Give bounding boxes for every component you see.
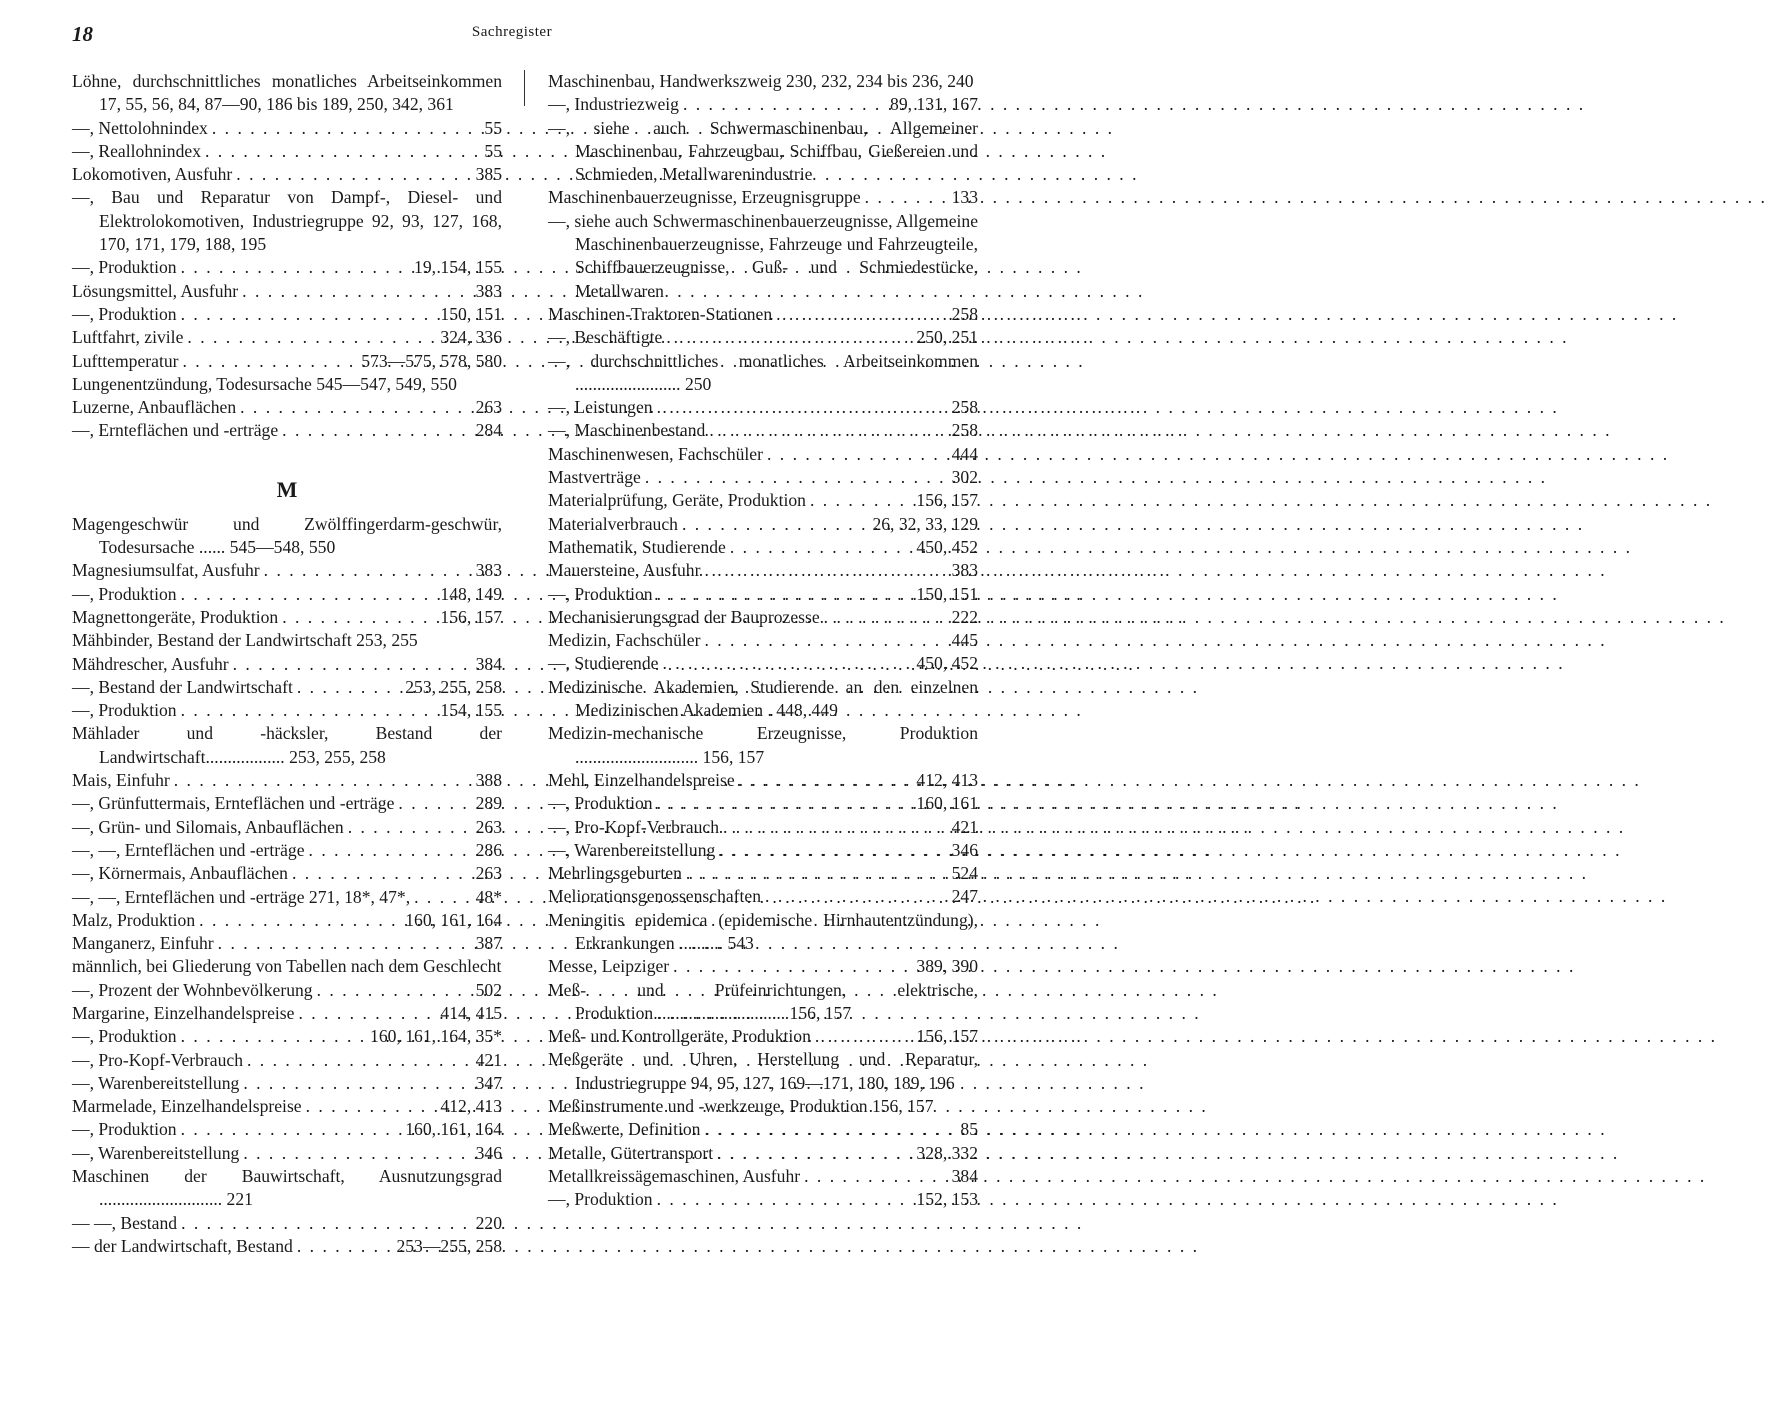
index-entry — [548, 186, 978, 209]
index-entry: Lungenentzündung, Todesursache 545—547, 549, 550 — [72, 373, 457, 394]
index-entry — [72, 1002, 502, 1025]
page-references: 48* — [475, 886, 502, 907]
leader-dots — [181, 583, 437, 606]
index-entry — [548, 326, 978, 349]
leader-dots — [704, 559, 947, 582]
index-entry — [72, 979, 502, 1002]
leader-dots — [776, 303, 947, 326]
index-entry — [548, 419, 978, 442]
page-references: 412, 413 — [916, 769, 978, 790]
entry-term: Luftfahrt, zivile — [72, 327, 184, 348]
index-entry — [548, 885, 978, 908]
page-references: 160, 161, 164 — [405, 1119, 502, 1140]
index-entry — [72, 140, 502, 163]
leader-dots — [212, 117, 481, 140]
page-references: 156, 157 — [916, 1026, 978, 1047]
page-references: 384 — [475, 653, 502, 674]
page-references: 133 — [951, 187, 978, 208]
entry-term: —, Pro-Kopf-Verbrauch — [548, 816, 719, 837]
page-references: 412, 413 — [440, 1096, 502, 1117]
entry-term: Meliorationsgenossenschaften — [548, 886, 762, 907]
entry-term: — —, Bestand — [72, 1212, 178, 1233]
index-entry — [548, 559, 978, 582]
entry-term: Mathematik, Studierende — [548, 536, 726, 557]
entry-term: —, Grün- und Silomais, Anbauflächen — [72, 816, 344, 837]
index-entry: Maschinen der Bauwirtschaft, Ausnutzungsgrad ............................ 221 — [72, 1166, 502, 1210]
entry-term: —, Produktion — [72, 1026, 177, 1047]
leader-dots — [205, 140, 480, 163]
entry-term: Lösungsmittel, Ausfuhr — [72, 280, 239, 301]
entry-term: Mais, Einfuhr — [72, 770, 170, 791]
leader-dots — [683, 93, 886, 116]
leader-dots — [199, 909, 401, 932]
page-references: 450, 452 — [916, 653, 978, 674]
index-entry: Meß- und Prüfeinrichtungen, elektrische, Produktion.............................. 156, 157 — [548, 979, 978, 1023]
index-entry: Maschinenbau, Handwerkszweig 230, 232, 234 bis 236, 240 — [548, 71, 974, 91]
leader-dots — [704, 629, 947, 652]
index-entry — [548, 839, 978, 862]
leader-dots — [414, 886, 472, 909]
page-references: 450, 452 — [916, 536, 978, 557]
index-entry — [548, 396, 978, 419]
index-entry — [548, 792, 978, 815]
leader-dots — [824, 606, 948, 629]
leader-dots — [765, 885, 948, 908]
index-entry — [72, 1142, 502, 1165]
index-entry — [72, 606, 502, 629]
entry-term: Mähdrescher, Ausfuhr — [72, 653, 229, 674]
leader-dots — [306, 1095, 437, 1118]
index-entry: —, Bau und Reparatur von Dampf-, Diesel- und Elektrolokomotiven, Industriegruppe 92, 93, 127, 168, 170, 171, 179, 188, 195 — [72, 187, 502, 255]
entry-term: Messe, Leipziger — [548, 956, 670, 977]
index-entry — [72, 1095, 502, 1118]
index-entry — [72, 583, 502, 606]
leader-dots — [730, 536, 913, 559]
index-entry — [72, 886, 502, 909]
page-references: 286 — [475, 839, 502, 860]
page-references: 258 — [951, 397, 978, 418]
leader-dots — [739, 769, 913, 792]
leader-dots — [297, 1235, 393, 1258]
leader-dots — [240, 396, 471, 419]
entry-term: —, Produktion — [72, 583, 177, 604]
index-entry — [72, 932, 502, 955]
leader-dots — [645, 466, 948, 489]
page-references: 383 — [475, 280, 502, 301]
page-references: 346 — [475, 1142, 502, 1163]
entry-term: Lokomotiven, Ausfuhr — [72, 164, 233, 185]
leader-dots — [181, 256, 410, 279]
index-entry — [548, 1142, 978, 1165]
index-entry — [548, 955, 978, 978]
leader-dots — [810, 489, 912, 512]
entry-term: Meßwerte, Definition — [548, 1119, 701, 1140]
index-entry — [72, 1049, 502, 1072]
page-references: 388 — [475, 770, 502, 791]
leader-dots — [181, 1118, 402, 1141]
index-entry — [548, 1118, 978, 1141]
page-references: 160, 161, 164, 35* — [370, 1026, 502, 1047]
page-references: 19, 154, 155 — [414, 257, 502, 278]
index-entry — [548, 513, 978, 536]
page-references: 150, 151 — [916, 583, 978, 604]
entry-term: —, Studierende — [548, 653, 659, 674]
leader-dots — [815, 1025, 913, 1048]
leader-dots — [662, 652, 912, 675]
entry-term: Manganerz, Einfuhr — [72, 933, 214, 954]
index-entry — [548, 1025, 978, 1048]
page-references: 26, 32, 33, 129 — [872, 513, 978, 534]
index-entry — [72, 280, 502, 303]
index-column-right — [548, 70, 978, 1212]
leader-dots — [686, 862, 948, 885]
entry-term: Materialverbrauch — [548, 513, 678, 534]
page-references: 55 — [484, 117, 502, 138]
entry-term: Metallkreissägemaschinen, Ausfuhr — [548, 1165, 801, 1186]
page-references: 502 — [475, 979, 502, 1000]
index-entry — [548, 606, 978, 629]
page-references: 387 — [475, 933, 502, 954]
leader-dots — [218, 932, 472, 955]
index-entry: Meningitis epidemica (epidemische Hirnhautentzündung), Erkrankungen .......... 543 — [548, 909, 978, 953]
leader-dots — [297, 676, 401, 699]
leader-dots — [804, 1165, 947, 1188]
entry-term: —, Prozent der Wohnbevölkerung — [72, 979, 313, 1000]
index-entry — [72, 699, 502, 722]
index-entry — [72, 559, 502, 582]
index-entry: Medizinische Akademien, Studierende an den einzelnen Medizinischen Akademien . 448, 449 — [548, 676, 978, 721]
index-entry — [548, 303, 978, 326]
page-references: 160, 161, 164 — [405, 909, 502, 930]
leader-dots — [181, 303, 437, 326]
entry-term: —, Pro-Kopf-Verbrauch — [72, 1049, 243, 1070]
leader-dots — [309, 839, 472, 862]
entry-term: —, Grünfuttermais, Ernteflächen und -erträge — [72, 793, 395, 814]
entry-term: Medizin, Fachschüler — [548, 630, 701, 651]
leader-dots — [398, 792, 471, 815]
page-references: 347 — [475, 1072, 502, 1093]
leader-dots — [187, 326, 436, 349]
page-references: 421 — [951, 816, 978, 837]
entry-term: —, Körnermais, Anbauflächen — [72, 863, 288, 884]
page-references: 302 — [951, 467, 978, 488]
leader-dots — [673, 955, 912, 978]
page-references: 156, 157 — [916, 490, 978, 511]
entry-term: —, Produktion — [548, 1189, 653, 1210]
leader-dots — [723, 816, 948, 839]
index-entry: Medizin-mechanische Erzeugnisse, Produktion ............................ 156, 157 — [548, 723, 978, 767]
entry-term: —, —, Ernteflächen und -erträge — [72, 839, 305, 860]
page-references: 421 — [475, 1049, 502, 1070]
running-title: Sachregister — [471, 24, 553, 40]
entry-term: —, Bestand der Landwirtschaft — [72, 676, 293, 697]
leader-dots — [657, 396, 948, 419]
page-references: 89, 131, 167 — [890, 94, 978, 115]
leader-dots — [298, 1002, 436, 1025]
page-references: 253, 255, 258 — [405, 676, 502, 697]
index-column-left — [72, 70, 502, 1258]
page-references: 85 — [960, 1119, 978, 1140]
entry-term: — der Landwirtschaft, Bestand — [72, 1235, 293, 1256]
entry-term: —, Reallohnindex — [72, 140, 201, 161]
leader-dots — [181, 1212, 472, 1235]
leader-dots — [682, 513, 869, 536]
leader-dots — [657, 1188, 913, 1211]
entry-term: —, Produktion — [72, 303, 177, 324]
leader-dots — [767, 443, 948, 466]
index-entry: Meßinstrumente und -werkzeuge, Produktion 156, 157 — [548, 1096, 934, 1117]
leader-dots — [719, 839, 947, 862]
leader-dots — [242, 280, 471, 303]
index-entry — [548, 93, 978, 116]
entry-term: —, Produktion — [72, 1119, 177, 1140]
index-entry — [72, 1072, 502, 1095]
leader-dots — [657, 792, 913, 815]
page-references: 414, 415 — [440, 1002, 502, 1023]
page-references: 250, 251 — [916, 327, 978, 348]
page-number: 18 — [72, 22, 93, 46]
page-references: 383 — [951, 560, 978, 581]
index-entry — [72, 1235, 502, 1258]
entry-term: —, Produktion — [548, 583, 653, 604]
letter-heading: M — [276, 476, 298, 502]
leader-dots — [717, 1142, 912, 1165]
entry-term: Materialprüfung, Geräte, Produktion — [548, 490, 806, 511]
entry-term: —, Produktion — [72, 257, 177, 278]
index-entry — [72, 350, 502, 373]
index-entry: —, siehe auch Schwermaschinenbau, Allgemeiner Maschinenbau, Fahrzeugbau, Schiffbau, Gießereien und Schmieden, Metallwarenindustrie — [548, 117, 978, 185]
entry-term: Meß- und Kontrollgeräte, Produktion — [548, 1026, 811, 1047]
leader-dots — [233, 653, 472, 676]
index-entry — [548, 583, 978, 606]
page-references: 524 — [951, 863, 978, 884]
index-entry: Magengeschwür und Zwölffingerdarm-geschwür, Todesursache ...... 545—548, 550 — [72, 513, 502, 558]
index-entry — [72, 862, 502, 885]
entry-term: —, Produktion — [72, 700, 177, 721]
index-entry: Mähbinder, Bestand der Landwirtschaft 253, 255 — [72, 630, 418, 651]
page-references: 328, 332 — [916, 1142, 978, 1163]
page-references: 385 — [475, 164, 502, 185]
page-references: 247 — [951, 886, 978, 907]
index-entry — [72, 256, 502, 279]
index-entry — [72, 839, 502, 862]
index-entry — [72, 163, 502, 186]
leader-dots — [181, 1025, 366, 1048]
entry-term: Metalle, Gütertransport — [548, 1142, 714, 1163]
leader-dots — [348, 816, 472, 839]
leader-dots — [282, 606, 436, 629]
page-references: 220 — [475, 1212, 502, 1233]
page-references: 263 — [475, 863, 502, 884]
entry-term: —, Warenbereitstellung — [72, 1072, 240, 1093]
index-entry — [72, 909, 502, 932]
leader-dots — [243, 1142, 471, 1165]
index-entry: Meßgeräte und Uhren, Herstellung und Reparatur, Industriegruppe 94, 95, 127, 169—171, 180, 189, 196 — [548, 1049, 978, 1093]
entry-term: —, Warenbereitstellung — [548, 839, 716, 860]
index-entry: männlich, bei Gliederung von Tabellen nach dem Geschlecht — [72, 956, 502, 977]
page-references: 150, 151 — [440, 303, 502, 324]
entry-term: —, Ernteflächen und -erträge — [72, 420, 279, 441]
index-entry — [548, 862, 978, 885]
index-entry — [548, 1188, 978, 1211]
page-references: 389, 390 — [916, 956, 978, 977]
leader-dots — [704, 1118, 956, 1141]
page-references: 384 — [951, 1165, 978, 1186]
entry-term: Mauersteine, Ausfuhr — [548, 560, 701, 581]
leader-dots — [247, 1049, 472, 1072]
index-entry: —, durchschnittliches monatliches Arbeitseinkommen ........................ 250 — [548, 350, 978, 394]
entry-term: Marmelade, Einzelhandelspreise — [72, 1096, 302, 1117]
index-entry — [548, 1165, 978, 1188]
page-references: 289 — [475, 793, 502, 814]
leader-dots — [243, 1072, 471, 1095]
page-references: 156, 157 — [440, 606, 502, 627]
page-references: 324, 336 — [440, 327, 502, 348]
leader-dots — [174, 769, 472, 792]
index-entry — [72, 653, 502, 676]
index-entry — [72, 117, 502, 140]
page-references: 346 — [951, 839, 978, 860]
index-entry — [548, 769, 978, 792]
page-references: 284 — [475, 420, 502, 441]
index-entry — [548, 816, 978, 839]
entry-term: Lufttemperatur — [72, 350, 179, 371]
entry-term: Maschinenwesen, Fachschüler — [548, 443, 763, 464]
index-entry — [548, 536, 978, 559]
index-entry — [72, 303, 502, 326]
entry-term: Luzerne, Anbauflächen — [72, 397, 237, 418]
index-entry: —, siehe auch Schwermaschinenbauerzeugnisse, Allgemeine Maschinenbauerzeugnisse, Fahrzeuge und Fahrzeugteile, Schiffbauerzeugnisse, Guß- und Schmiedestücke, Metallwaren — [548, 210, 978, 301]
index-entry — [72, 1118, 502, 1141]
entry-term: Mehl, Einzelhandelspreise — [548, 769, 735, 790]
page-references: 263 — [475, 816, 502, 837]
entry-term: Maschinenbauerzeugnisse, Erzeugnisgruppe — [548, 187, 861, 208]
page-references: 148, 149 — [440, 583, 502, 604]
page-references: 258 — [951, 303, 978, 324]
leader-dots — [282, 419, 471, 442]
index-entry — [548, 466, 978, 489]
page-references: 444 — [951, 443, 978, 464]
leader-dots — [183, 350, 358, 373]
index-entry — [72, 396, 502, 419]
entry-term: Mechanisierungsgrad der Bauprozesse — [548, 606, 820, 627]
page-references: 222 — [951, 606, 978, 627]
index-entry — [72, 326, 502, 349]
index-entry — [72, 1025, 502, 1048]
entry-term: Malz, Produktion — [72, 909, 196, 930]
index-entry — [548, 652, 978, 675]
entry-term: Maschinen-Traktoren-Stationen — [548, 303, 773, 324]
entry-term: Magnettongeräte, Produktion — [72, 606, 279, 627]
index-entry — [72, 419, 502, 442]
leader-dots — [657, 583, 913, 606]
index-entry — [548, 489, 978, 512]
page-references: 253—255, 258 — [396, 1235, 502, 1256]
page-references: 258 — [951, 420, 978, 441]
index-entry — [72, 676, 502, 699]
index-entry — [72, 769, 502, 792]
entry-term: Magnesiumsulfat, Ausfuhr — [72, 560, 260, 581]
leader-dots — [264, 559, 472, 582]
page-references: 160, 161 — [916, 793, 978, 814]
page-references: 55 — [484, 140, 502, 161]
entry-term: —, Maschinenbestand — [548, 420, 706, 441]
entry-term: —, Nettolohnindex — [72, 117, 208, 138]
leader-dots — [236, 163, 471, 186]
page-references: 152, 153 — [916, 1189, 978, 1210]
page-references: 445 — [951, 630, 978, 651]
index-entry — [72, 792, 502, 815]
page-references: 573—575, 578, 580 — [361, 350, 502, 371]
entry-term: —, Beschäftigte — [548, 327, 663, 348]
leader-dots — [666, 326, 912, 349]
leader-dots — [292, 862, 472, 885]
entry-term: Mehrlingsgeburten — [548, 863, 682, 884]
leader-dots — [181, 699, 437, 722]
entry-term: —, Warenbereitstellung — [72, 1142, 240, 1163]
index-entry — [548, 629, 978, 652]
entry-term: —, Produktion — [548, 793, 653, 814]
column-divider — [524, 70, 525, 106]
index-entry — [548, 443, 978, 466]
index-entry — [72, 1212, 502, 1235]
index-entry — [72, 816, 502, 839]
index-entry: Löhne, durchschnittliches monatliches Arbeitseinkommen 17, 55, 56, 84, 87—90, 186 bis 189, 250, 342, 361 — [72, 71, 502, 115]
leader-dots — [317, 979, 472, 1002]
entry-term: Mastverträge — [548, 467, 641, 488]
page-references: 263 — [475, 397, 502, 418]
entry-term: Margarine, Einzelhandelspreise — [72, 1002, 295, 1023]
entry-term: —, Industriezweig — [548, 94, 679, 115]
index-entry: Mählader und -häcksler, Bestand der Landwirtschaft.................. 253, 255, 258 — [72, 723, 502, 767]
entry-term: —, Leistungen — [548, 397, 653, 418]
leader-dots — [865, 186, 948, 209]
leader-dots — [709, 419, 947, 442]
page-references: 154, 155 — [440, 700, 502, 721]
entry-term: —, —, Ernteflächen und -erträge 271, 18*, 47*, — [72, 886, 411, 907]
page-references: 383 — [475, 560, 502, 581]
